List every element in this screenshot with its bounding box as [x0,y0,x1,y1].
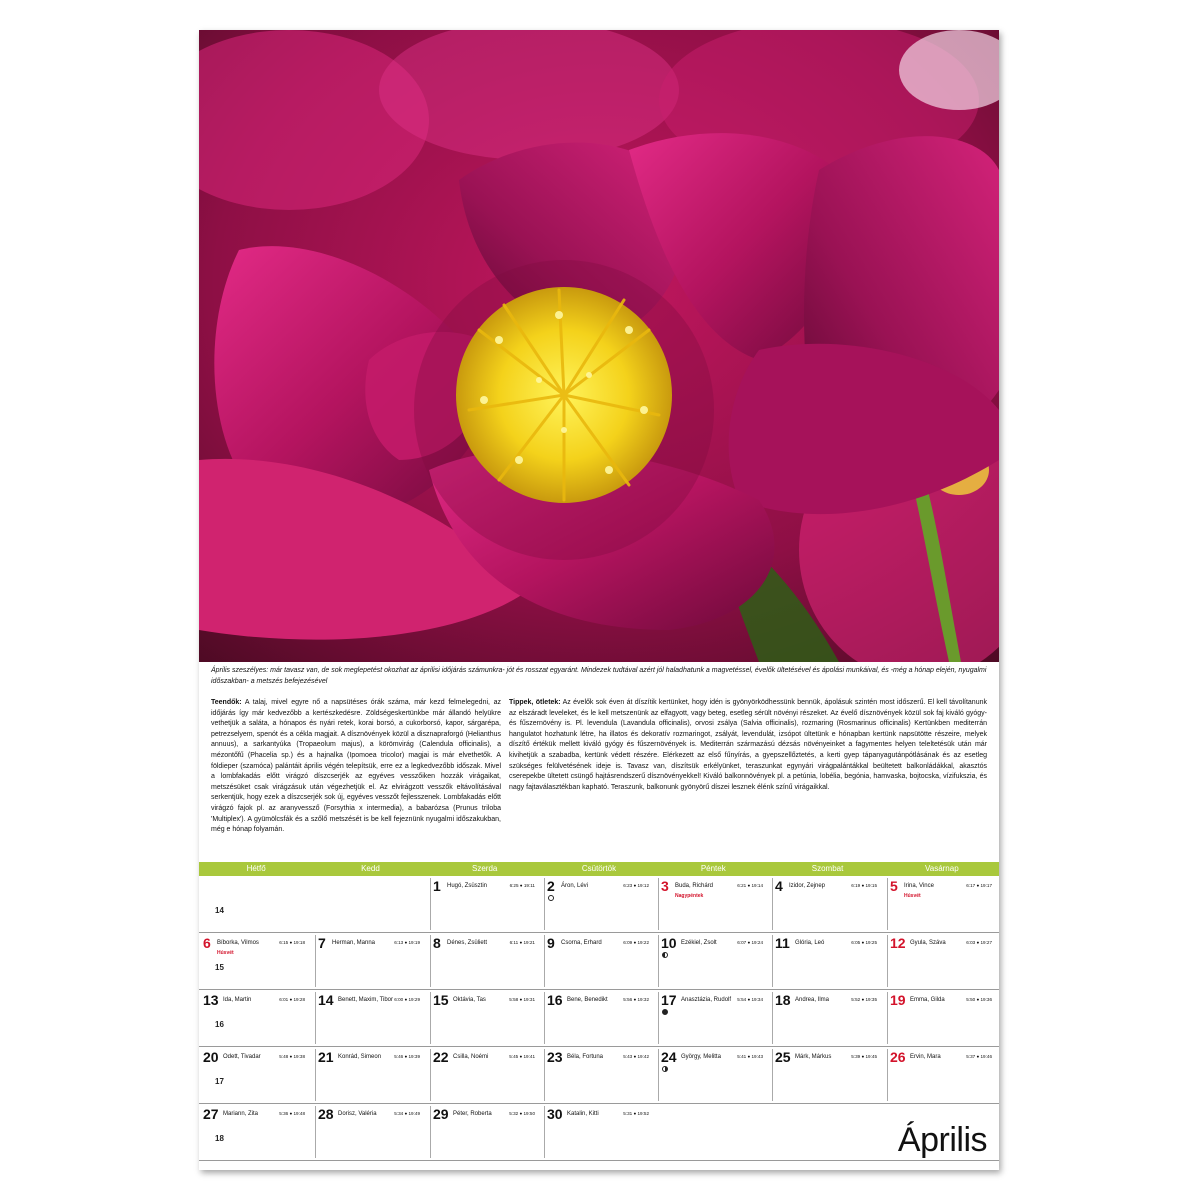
calendar-week-row [199,933,999,990]
calendar-day-cell [658,878,766,930]
day-number: 9 [547,935,555,951]
name-day: Csorna, Erhard [561,940,602,946]
weekday-label: Péntek [700,864,726,873]
name-day: Ida, Martin [223,997,252,1003]
day-number: 13 [203,992,219,1008]
sunrise-sunset: 5:56 ● 19:32 [623,997,649,1002]
name-day: Mariann, Zita [223,1111,259,1117]
calendar-day-cell [544,878,652,930]
name-day: Ervin, Mara [910,1054,941,1060]
sunrise-sunset: 5:50 ● 19:36 [966,997,992,1002]
moon-phase-icon [662,1066,668,1072]
moon-phase-icon [662,1009,668,1015]
name-day: Oktávia, Tas [453,997,486,1003]
moon-phase-icon [548,895,554,901]
todo-column [211,698,501,836]
month-title: Április [897,1121,987,1159]
calendar-day-cell [430,1049,538,1101]
sunrise-sunset: 5:48 ● 19:38 [279,1054,305,1059]
name-day: Dénes, Zsüliett [447,940,488,946]
sunrise-sunset: 6:15 ● 19:18 [279,940,305,945]
calendar-page [199,30,999,1170]
sunrise-sunset: 6:17 ● 19:17 [966,883,992,888]
day-number: 23 [547,1049,563,1065]
name-day: Katalin, Kitti [567,1111,599,1117]
todo-text: A talaj, mivel egyre nő a napsütéses órák száma, már kezd felmelegedni, az időjárás így már kedvezőbb a kertészkedésre. Zöldségeskertünkbe már állandó helyükre vethetjük a saláta, a hónapos és nyári retek, korai borsó, a cukorborsó, kapor, sárgarépa, petrezselyem, spenót és a cékla magjait. A dísznövények közül a disznapraforgó (Helianthus annuus), a sarkantyúka (Tropaeolum majus), a körömvirág (Calendula officinalis), a mézontőfű (Phacelia sp.) és a hajnalka (Ipomoea tricolor) magjai is már elvethetők. A földieper (szamóca) palántáit április végén telepítsük, erre ez a legkedvezőbb időszak. Mivel a lombfakadás előtt virágzó díszcserjék az egyéves vesszőiken hozzák virágaikat, metszésüket csak virágzásuk után végezhetjük el. Az elvirágzott vesszők eltávolításával serkentjük, hogy ezek a díszcserjék sok új, egyéves vesszőt fejlesszenek. Lombfakadás előtt virágzó fajok pl. az aranyvessző (Forsythia x intermedia), a babarózsa (Prunus triloba 'Multiplex'). A gyümölcsfák és a szőlő metszését is be kell fejeznünk nyugalmi időszakukban, még e hónap folyamán. [211,699,501,834]
tips-column [509,698,987,793]
sunrise-sunset: 5:32 ● 19:50 [509,1111,535,1116]
day-number: 8 [433,935,441,951]
day-number: 27 [203,1106,219,1122]
day-number: 14 [318,992,334,1008]
name-day: Bene, Benedikt [567,997,608,1003]
week-number: 14 [215,906,224,915]
day-number: 10 [661,935,677,951]
day-number: 4 [775,878,783,894]
calendar-week-row [199,876,999,933]
name-day: Márk, Márkus [795,1054,832,1060]
day-number: 21 [318,1049,334,1065]
month-calendar [199,862,999,1161]
calendar-week-row [199,1104,999,1161]
day-number: 6 [203,935,211,951]
calendar-day-cell [430,1106,538,1158]
name-day: Ezékiel, Zsolt [681,940,717,946]
day-number: 7 [318,935,326,951]
day-number: 28 [318,1106,334,1122]
name-day: Csilla, Noémi [453,1054,489,1060]
name-day: Áron, Lévi [561,883,589,889]
sunrise-sunset: 6:23 ● 19:12 [623,883,649,888]
day-number: 24 [661,1049,677,1065]
weekday-label: Vasárnap [925,864,959,873]
sunrise-sunset: 5:31 ● 19:52 [623,1111,649,1116]
calendar-day-cell [315,1106,423,1158]
calendar-weeks [199,876,999,1161]
sunrise-sunset: 5:36 ● 19:48 [279,1111,305,1116]
sunrise-sunset: 5:46 ● 19:39 [394,1054,420,1059]
calendar-day-cell [772,935,880,987]
calendar-day-cell [658,935,766,987]
sunrise-sunset: 5:52 ● 19:35 [851,997,877,1002]
name-day: Hugó, Zsüsztin [447,883,488,889]
sunrise-sunset: 6:19 ● 19:15 [851,883,877,888]
name-day: György, Melitta [681,1054,721,1060]
name-day: Izidor, Zejnep [789,883,826,889]
calendar-day-cell [544,1106,652,1158]
sunrise-sunset: 5:43 ● 19:42 [623,1054,649,1059]
weekday-label: Hétfő [246,864,266,873]
photo-caption: Április szeszélyes: már tavasz van, de sok meglepetést okozhat az áprilisi időjárás számunkra- jót és rosszat egyaránt. Mindezek tudtával azért jól haladhatunk a magvetéssel, évelők ültetésével és ápolási munkáival, és -még a hónap elején, nyugalmi időszakban- a metszés befejezésével [211,667,987,685]
name-day: Anasztázia, Rudolf [681,997,732,1003]
weekday-label: Csütörtök [581,864,617,873]
sunrise-sunset: 6:21 ● 19:14 [737,883,763,888]
calendar-day-cell [430,992,538,1044]
name-day: Buda, Richárd [675,883,714,889]
tips-text: Az évelők sok éven át díszítik kertünket, hogy idén is gyönyörködhessünk bennük, ápolásuk szintén most időszerű. El kell távolítanunk az elszáradt leveleket, és le kell metszenünk az elfagyott, vagy beteg, esetleg sérült növényi részeket. Az évelő dísznövények közül sok faj kiváló gyógy- és fűszernövény is. Pl. levendula (Lavandula officinalis), orvosi zsálya (Salvia officinalis), rozmaring (Rosmarinus officinalis) Kertünkben mediterrán hangulatot hozhatunk létre, ha illatos és dekoratív rozmaringot, zsályát, levendulát, izsópot ültetünk e hónapban kertünk napsütötte részeire, melyek díszítő értékük mellett kiváló gyógy és fűszernövények is. Mediterrán származású dézsás növényeinket a fagymentes helyen teleltetésük után már kivihetjük a szabadba, kertünk védett részére. Elérkezett az első fűnyírás, a gyepszellőztetés, a kerti gyep tápanyagutánpótlásának és az esetleg szükséges felülvetésének ideje is. Tavasz van, díszítsük erkélyünket, teraszunkat egynyári virágpalántákkal beültetett balkonládákkal, akasztós cserepekbe ültetett csüngő hajtásrendszerű dísznövényekkel! Kiváló balkonnövények pl. a petúnia, lobélia, begónia, hamvaska, bojtocska, vízifukszia, és nagy fajtaválasztékban kapható. Teraszunk, balkonunk gyönyörű díszei lesznek élénk színű virágaikkal. [509,699,987,791]
day-number: 15 [433,992,449,1008]
day-number: 29 [433,1106,449,1122]
day-number: 5 [890,878,898,894]
calendar-day-cell [544,935,652,987]
name-day: Dorisz, Valéria [338,1111,377,1117]
day-number: 22 [433,1049,449,1065]
calendar-day-cell [315,1049,423,1101]
sunrise-sunset: 6:11 ● 19:21 [509,940,535,945]
day-number: 16 [547,992,563,1008]
sunrise-sunset: 5:54 ● 19:34 [737,997,763,1002]
name-day: Konrád, Simeon [338,1054,382,1060]
sunrise-sunset: 6:25 ● 19:11 [509,883,535,888]
calendar-day-cell [201,1106,308,1158]
sunrise-sunset: 6:03 ● 19:27 [966,940,992,945]
calendar-week-row [199,1047,999,1104]
sunrise-sunset: 6:05 ● 19:25 [851,940,877,945]
calendar-week-row [199,990,999,1047]
calendar-day-cell [315,935,423,987]
holiday-label: Húsvét [217,950,234,956]
name-day: Irina, Vince [904,883,934,889]
week-number: 16 [215,1020,224,1029]
calendar-day-cell [772,1049,880,1101]
calendar-day-cell [658,992,766,1044]
name-day: Herman, Manna [332,940,376,946]
day-number: 25 [775,1049,791,1065]
calendar-day-cell [658,1049,766,1101]
flower-photo [199,30,999,662]
day-number: 20 [203,1049,219,1065]
day-number: 17 [661,992,677,1008]
sunrise-sunset: 5:37 ● 19:46 [966,1054,992,1059]
sunrise-sunset: 5:41 ● 19:43 [737,1054,763,1059]
name-day: Odett, Tivadar [223,1054,261,1060]
name-day: Péter, Roberta [453,1111,492,1117]
sunrise-sunset: 5:58 ● 19:31 [509,997,535,1002]
week-number: 17 [215,1077,224,1086]
calendar-day-cell [201,1049,308,1101]
sunrise-sunset: 6:01 ● 19:28 [279,997,305,1002]
calendar-day-cell [430,935,538,987]
day-number: 26 [890,1049,906,1065]
weekday-header [199,862,999,876]
peony-illustration [199,30,999,662]
sunrise-sunset: 6:00 ● 19:29 [394,997,420,1002]
calendar-day-cell [772,992,880,1044]
calendar-day-cell [544,1049,652,1101]
name-day: Bíborka, Vilmos [217,940,259,946]
name-day: Béla, Fortuna [567,1054,604,1060]
weekday-label: Szombat [811,864,844,873]
calendar-day-cell [887,878,995,930]
day-number: 30 [547,1106,563,1122]
name-day: Andrea, Ilma [795,997,830,1003]
holiday-label: Húsvét [904,893,921,899]
calendar-day-cell [772,878,880,930]
day-number: 19 [890,992,906,1008]
calendar-day-cell [887,935,995,987]
calendar-day-cell [887,1049,995,1101]
moon-phase-icon [662,952,668,958]
name-day: Emma, Gilda [910,997,945,1003]
calendar-day-cell [544,992,652,1044]
day-number: 11 [775,935,790,951]
sunrise-sunset: 5:45 ● 19:41 [509,1054,535,1059]
sunrise-sunset: 6:09 ● 19:22 [623,940,649,945]
day-number: 1 [433,878,441,894]
weekday-label: Kedd [361,864,380,873]
name-day: Benett, Maxim, Tibor [338,997,394,1003]
sunrise-sunset: 5:39 ● 19:45 [851,1054,877,1059]
calendar-day-cell [201,992,308,1044]
calendar-day-cell [430,878,538,930]
week-number: 18 [215,1134,224,1143]
name-day: Gyula, Száva [910,940,946,946]
day-number: 3 [661,878,669,894]
tips-heading: Tippek, ötletek: [509,699,561,706]
calendar-day-cell [201,935,308,987]
sunrise-sunset: 5:34 ● 19:49 [394,1111,420,1116]
week-number: 15 [215,963,224,972]
calendar-day-cell [315,992,423,1044]
day-number: 2 [547,878,555,894]
holiday-label: Nagypéntek [675,893,704,899]
day-number: 18 [775,992,791,1008]
sunrise-sunset: 6:07 ● 19:24 [737,940,763,945]
weekday-label: Szerda [472,864,498,873]
sunrise-sunset: 6:13 ● 19:19 [394,940,420,945]
name-day: Glória, Leó [795,940,825,946]
day-number: 12 [890,935,906,951]
todo-heading: Teendők: [211,699,242,706]
calendar-day-cell [887,992,995,1044]
